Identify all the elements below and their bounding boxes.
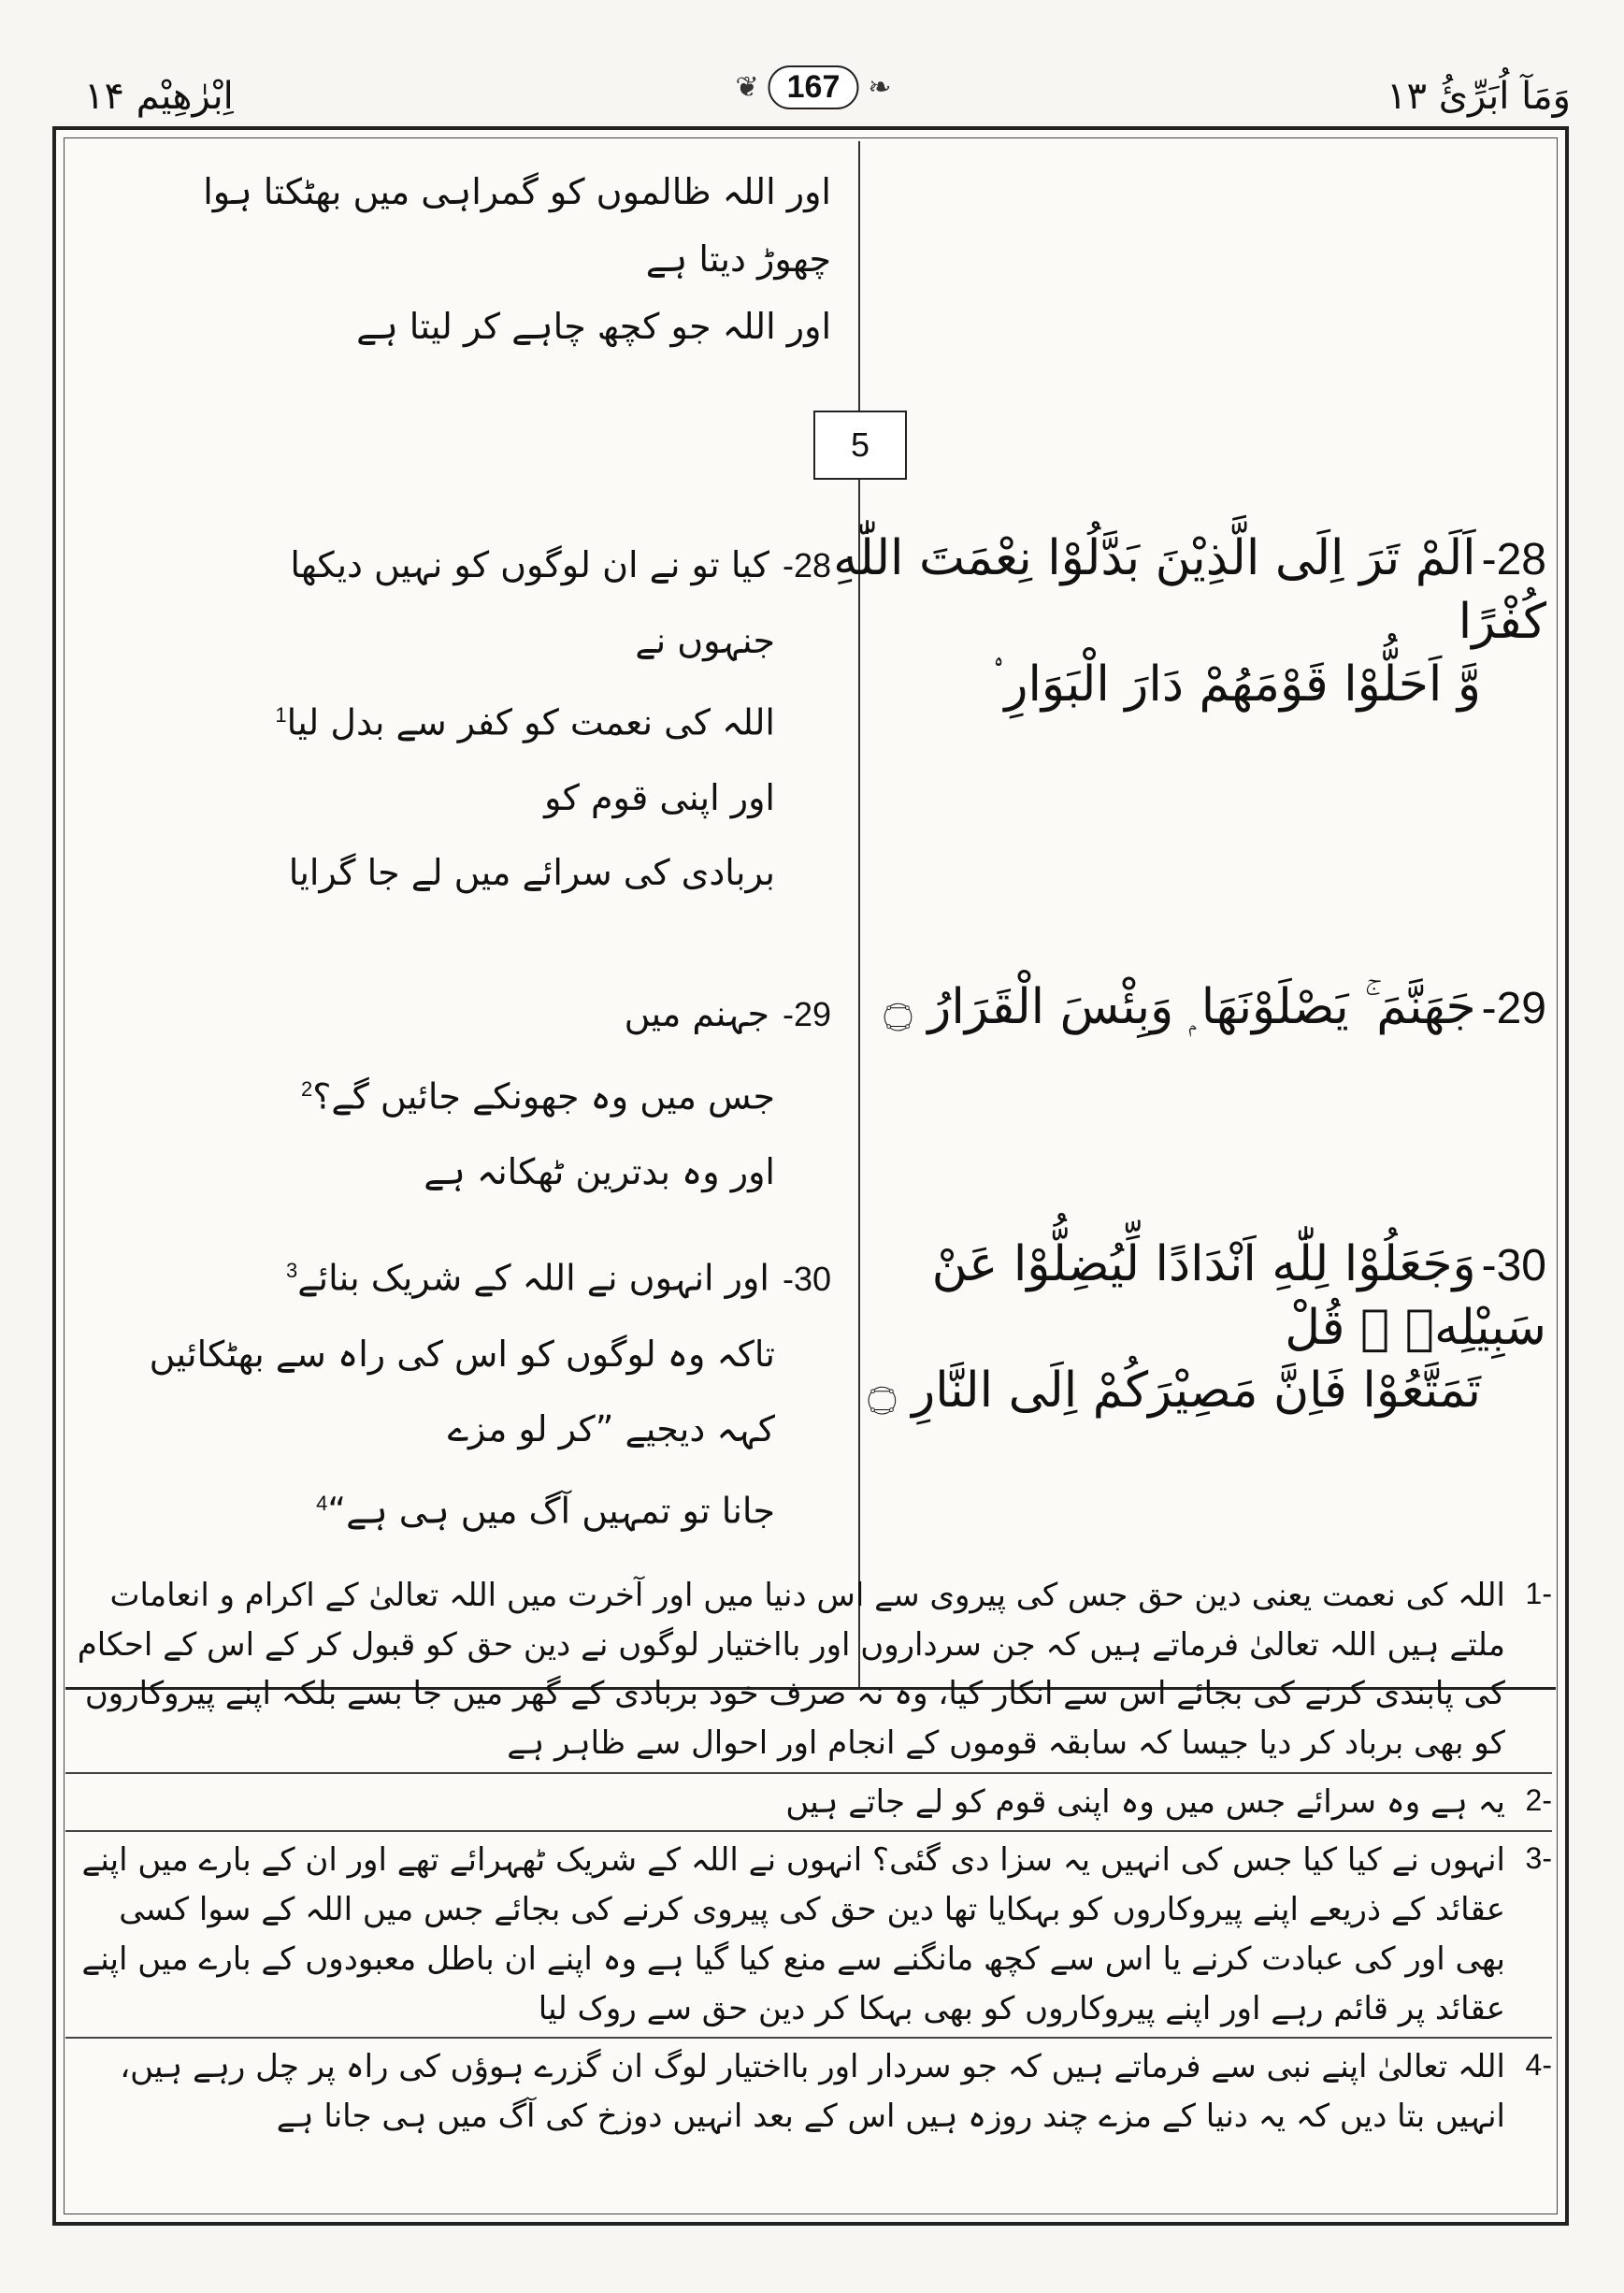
column-divider (858, 141, 860, 1687)
footnote-text: یہ ہے وہ سرائے جس میں وہ اپنی قوم کو لے جاتے ہیں (785, 1782, 1505, 1821)
footnote-text: اللہ کی نعمت یعنی دین حق جس کی پیروی سے اس دنیا میں اور آخرت میں اللہ تعالیٰ کے اکرام و انعامات ملتے ہیں اللہ تعالیٰ فرماتے ہیں کہ جن سرداروں اور بااختیار لوگوں نے دین حق کو قبول کر کے اس کے احکام کی پابندی کرنے کی بجائے اس سے انکار کیا، وہ نہ صرف خود بربادی کے گھر میں جا بسے بلکہ اپنے پیروکاروں کو بھی برباد کر دیا جیسا کہ سابقہ قوموں کے انجام اور احوال سے ظاہر ہے (77, 1577, 1505, 1763)
footnote-number: -1 (1525, 1577, 1552, 1610)
translation-line: جنہوں نے (635, 620, 775, 661)
footnote (65, 2042, 1552, 2141)
translation-line: اور اللہ جو کچھ چاہے کر لیتا ہے (356, 306, 831, 347)
footnote-number: -4 (1525, 2048, 1552, 2083)
footnote-divider (65, 1772, 1552, 1774)
verse-number: 29- (1481, 984, 1546, 1033)
footnotes (65, 1571, 1552, 2142)
footnote-mark: 3 (285, 1259, 298, 1282)
footnote-number: -3 (1525, 1841, 1552, 1876)
arabic-line: اَلَمْ تَرَ اِلَى الَّذِيْنَ بَدَّلُوْا نِعْمَتَ اللّٰهِ كُفْرًا (833, 530, 1546, 650)
ornament-right-icon: ❧ (868, 71, 892, 104)
footnote (65, 1778, 1552, 1827)
footnote (65, 1571, 1552, 1768)
verse-number: 30- (1481, 1241, 1546, 1291)
translation-line: اور انہوں نے اللہ کے شریک بنائے (297, 1257, 769, 1299)
translation-line: اللہ کی نعمت کو کفر سے بدل لیا (286, 701, 775, 743)
translation-line: جس میں وہ جھونکے جائیں گے؟ (312, 1075, 775, 1118)
footnote (65, 1836, 1552, 2033)
verse-28-arabic (798, 527, 1546, 717)
translation-line: تاکہ وہ لوگوں کو اس کی راہ سے بھٹکائیں (149, 1333, 775, 1375)
verse-number: 28- (1481, 535, 1546, 584)
translation-line: چھوڑ دیتا ہے (645, 238, 831, 280)
verse-28-translation (121, 527, 831, 910)
page-number: 167 (769, 65, 859, 109)
footnote-mark: 4 (316, 1491, 328, 1515)
translation-line: جہنم میں (624, 993, 769, 1034)
translation-continuation (121, 158, 831, 360)
footnote-text: اللہ تعالیٰ اپنے نبی سے فرماتے ہیں کہ جو سردار اور بااختیار لوگ ان گزرے ہوؤں کی راہ پر چل رہے ہیں، انہیں بتا دیں کہ یہ دنیا کے مزے چند روزہ ہیں اس کے بعد انہیں دوزخ کی آگ میں ہی جانا ہے (120, 2048, 1505, 2135)
translation-line: جانا تو تمہیں آگ میں ہی ہے“ (327, 1490, 775, 1532)
translation-line: اور اپنی قوم کو (544, 776, 775, 818)
section-number-box: 5 (813, 411, 907, 480)
verse-29-translation (121, 976, 831, 1209)
arabic-line: جَهَنَّمَ ۚ يَصْلَوْنَهَا ۭ وَبِئْسَ الْقَرَارُ ۝ (884, 979, 1476, 1035)
ornament-left-icon: ❦ (735, 71, 759, 104)
verse-number: 30- (782, 1259, 831, 1298)
header-para-name: وَمَآ اُبَرِّئُ ۱۳ (1387, 75, 1571, 118)
footnote-divider (65, 1830, 1552, 1832)
translation-line: اور وہ بدترین ٹھکانہ ہے (424, 1150, 775, 1192)
verse-30-arabic (798, 1233, 1546, 1423)
footnote-mark: 1 (275, 703, 287, 727)
footnote-number: -2 (1525, 1782, 1552, 1817)
page-number-block (735, 65, 891, 109)
translation-line: کہہ دیجیے ”کر لو مزے (447, 1407, 775, 1449)
translation-line: اور اللہ ظالموں کو گمراہی میں بھٹکتا ہوا (203, 171, 831, 212)
arabic-line: وَجَعَلُوْا لِلّٰهِ اَنْدَادًا لِّيُضِلُّوْا عَنْ سَبِيْلِهٖ ۭ قُلْ (931, 1236, 1546, 1356)
translation-line: کیا تو نے ان لوگوں کو نہیں دیکھا (290, 544, 769, 585)
arabic-line: وَّ اَحَلُّوْا قَوْمَهُمْ دَارَ الْبَوَارِ ۟ (992, 656, 1481, 714)
arabic-line: تَمَتَّعُوْا فَاِنَّ مَصِيْرَكُمْ اِلَى النَّارِ ۝ (868, 1363, 1481, 1420)
footnote-divider (65, 2037, 1552, 2039)
verse-number: 28- (782, 546, 831, 584)
verse-number: 29- (782, 995, 831, 1033)
verse-29-arabic (798, 976, 1546, 1040)
translation-line: بربادی کی سرائے میں لے جا گرایا (288, 851, 775, 893)
verse-30-translation (121, 1233, 831, 1548)
footnote-text: انہوں نے کیا کیا جس کی انہیں یہ سزا دی گئی؟ انہوں نے اللہ کے شریک ٹھہرائے تھے اور ان کے بارے میں اپنے عقائد کے ذریعے اپنے پیروکاروں کو بہکایا تھا دین حق کی پیروی کرنے کی بجائے جس میں اللہ کے سوا کسی بھی اور کی عبادت کرنے یا اس سے کچھ مانگنے سے منع کیا گیا ہے وہ اپنے ان باطل معبودوں کے بارے میں اپنے عقائد پر قائم رہے اور اپنے پیروکاروں کو بھی بہکا کر دین حق سے روک لیا (81, 1841, 1505, 2027)
header-surah-name: اِبْرٰھِیْم ۱۴ (84, 75, 234, 118)
footnote-mark: 2 (301, 1077, 313, 1101)
